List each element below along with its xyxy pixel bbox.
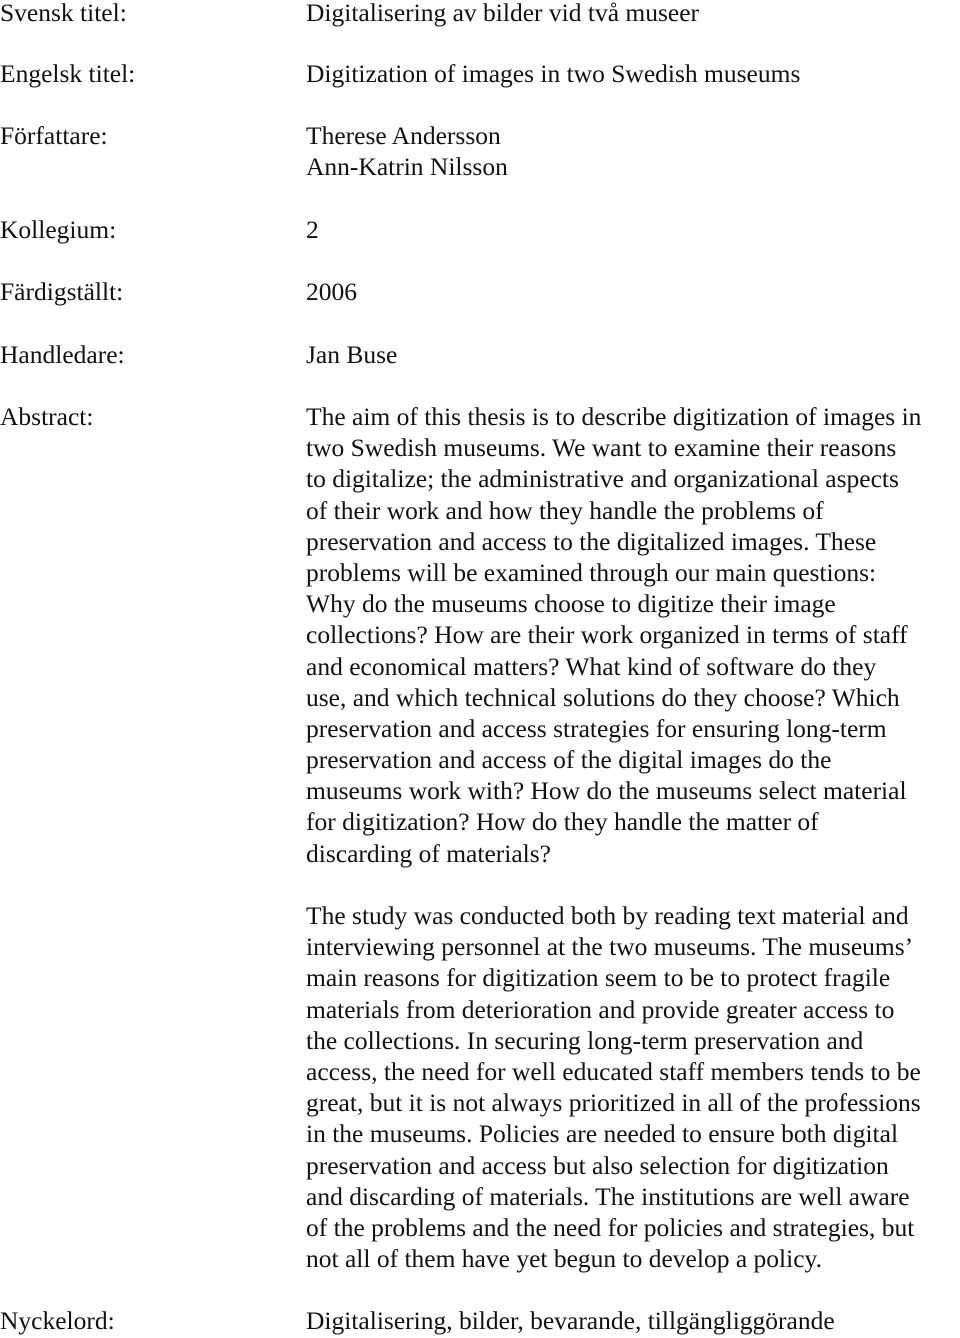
kollegium-label: Kollegium: [0, 215, 117, 244]
fardigstallt-label: Färdigställt: [0, 277, 124, 306]
abstract-p2-line: great, but it is not always prioritized in all of the professions [306, 1088, 921, 1118]
abstract-p2-line: interviewing personnel at the two museums. The museums’ [306, 932, 914, 962]
kollegium-value: 2 [306, 215, 319, 244]
abstract-p1-line: for digitization? How do they handle the matter of [306, 807, 819, 837]
abstract-p1-line: problems will be examined through our main questions: [306, 557, 877, 587]
nyckelord-label: Nyckelord: [0, 1306, 115, 1335]
handledare-label: Handledare: [0, 340, 125, 369]
engelsk-titel-label: Engelsk titel: [0, 59, 136, 88]
abstract-p2-line: in the museums. Policies are needed to ensure both digital [306, 1119, 899, 1149]
abstract-p1-line: museums work with? How do the museums select material [306, 776, 907, 806]
abstract-p1-line: two Swedish museums. We want to examine their reasons [306, 433, 897, 463]
abstract-p2-line: and discarding of materials. The institutions are well aware [306, 1181, 910, 1211]
abstract-p2-line: of the problems and the need for policies and strategies, but [306, 1212, 915, 1242]
abstract-p1-line: discarding of materials? [306, 838, 551, 868]
abstract-p2-line: the collections. In securing long-term preservation and [306, 1025, 864, 1055]
svensk-titel-label: Svensk titel: [0, 0, 127, 27]
abstract-p1-line: preservation and access strategies for ensuring long-term [306, 713, 887, 743]
abstract-p1-line: use, and which technical solutions do they choose? Which [306, 682, 900, 712]
abstract-p1-line: Why do the museums choose to digitize their image [306, 589, 836, 619]
abstract-p2-line: access, the need for well educated staff members tends to be [306, 1056, 921, 1086]
abstract-p1-line: to digitalize; the administrative and organizational aspects [306, 464, 899, 494]
abstract-paragraph-2 [306, 900, 960, 1274]
abstract-p1-line: collections? How are their work organized in terms of staff [306, 620, 908, 650]
handledare-value: Jan Buse [306, 340, 398, 369]
abstract-p2-line: materials from deterioration and provide greater access to [306, 994, 895, 1024]
abstract-p2-line: The study was conducted both by reading text material and [306, 901, 909, 930]
abstract-p1-line: preservation and access to the digitalized images. These [306, 526, 877, 556]
abstract-p1-line: and economical matters? What kind of software do they [306, 651, 877, 681]
abstract-label: Abstract: [0, 402, 94, 431]
svensk-titel-value: Digitalisering av bilder vid två museer [306, 0, 700, 27]
abstract-p2-line: preservation and access but also selection for digitization [306, 1150, 889, 1180]
forfattare-value-1: Therese Andersson [306, 121, 501, 150]
fardigstallt-value: 2006 [306, 277, 357, 306]
abstract-p1-line: preservation and access of the digital images do the [306, 745, 832, 775]
abstract-paragraph-1 [306, 401, 960, 869]
forfattare-value-2: Ann-Katrin Nilsson [306, 152, 508, 181]
forfattare-label: Författare: [0, 121, 108, 150]
abstract-p2-line: not all of them have yet begun to develop a policy. [306, 1244, 822, 1274]
nyckelord-value: Digitalisering, bilder, bevarande, tillgängliggörande [306, 1306, 835, 1335]
abstract-p2-line: main reasons for digitization seem to be to protect fragile [306, 963, 891, 993]
abstract-p1-line: of their work and how they handle the problems of [306, 495, 824, 525]
engelsk-titel-value: Digitization of images in two Swedish museums [306, 59, 801, 88]
abstract-p1-line: The aim of this thesis is to describe digitization of images in [306, 402, 922, 431]
